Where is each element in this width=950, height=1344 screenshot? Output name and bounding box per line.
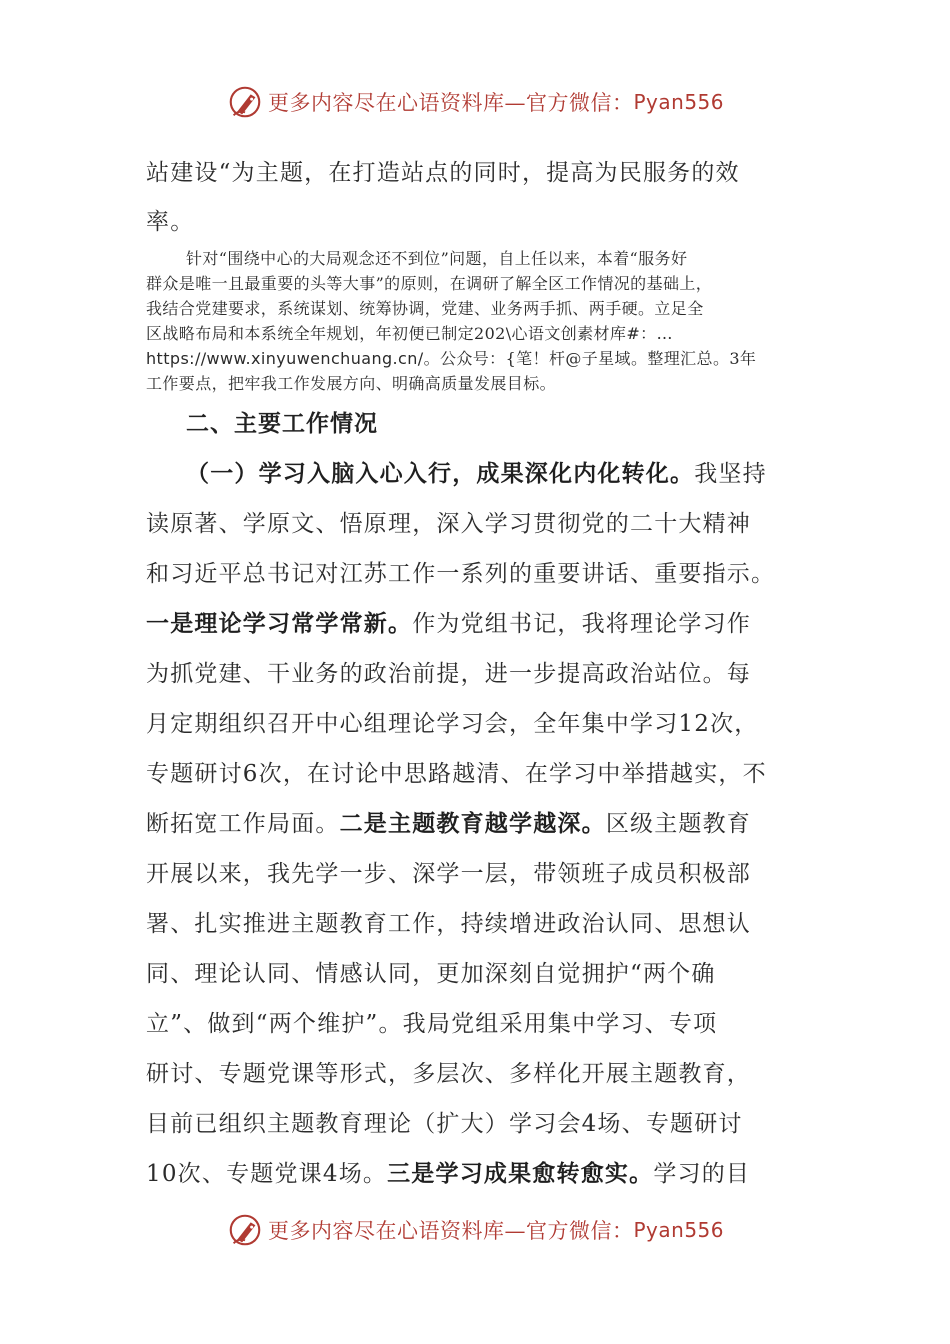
intro-line-2: 率。: [146, 209, 195, 235]
body-line-8-start: 断拓宽工作局面。: [146, 811, 340, 837]
pen-nib-logo-icon: [226, 1211, 264, 1249]
body-line-9: 开展以来，我先学一步、深学一层，带领班子成员积极部: [146, 861, 751, 887]
body-line-8-rest: 区级主题教育: [605, 811, 752, 837]
watermark-wechat-id: Pyan556: [633, 1218, 725, 1242]
body-line-2: 读原著、学原文、悟原理，深入学习贯彻党的二十大精神: [146, 511, 751, 537]
insert-line-4: 区战略布局和本系统全年规划，年初便已制定202\心语文创素材库#：…: [146, 324, 673, 343]
body-line-15-rest: 学习的目: [653, 1161, 751, 1187]
body-line-4-rest: 作为党组书记，我将理论学习作: [412, 611, 752, 637]
body-line-12: 立”、做到“两个维护”。我局党组采用集中学习、专项: [146, 1011, 718, 1037]
insert-url-link[interactable]: https://www.xinyuwenchuang.cn/: [146, 349, 424, 368]
point-three-bold: 三是学习成果愈转愈实。: [387, 1160, 654, 1187]
body-line-6: 月定期组织召开中心组理论学习会，全年集中学习12次，: [146, 711, 759, 737]
body-line-15-start: 10次、专题党课4场。: [146, 1161, 388, 1187]
body-line-3: 和习近平总书记对江苏工作一系列的重要讲话、重要指示。: [146, 561, 776, 587]
point-one-bold: 一是理论学习常学常新。: [146, 610, 413, 637]
insert-line-3: 我结合党建要求，系统谋划、统筹协调，党建、业务两手抓、两手硬。立足全: [146, 299, 704, 318]
body-line-5: 为抓党建、干业务的政治前提，进一步提高政治站位。每: [146, 661, 751, 687]
insert-line-5-rest: 。公众号：{笔！杆@子星域。整理汇总。3年: [423, 349, 757, 368]
body-line-15: [146, 1155, 750, 1188]
body-line-13: 研讨、专题党课等形式，多层次、多样化开展主题教育，: [146, 1061, 751, 1087]
body-line-10: 署、扎实推进主题教育工作，持续增进政治认同、思想认: [146, 911, 751, 937]
body-line-1-rest: 我坚持: [694, 461, 767, 487]
body-line-11: 同、理论认同、情感认同，更加深刻自觉拥护“两个确: [146, 961, 716, 987]
body-line-8: [146, 805, 751, 838]
point-two-bold: 二是主题教育越学越深。: [339, 810, 606, 837]
subheading-bold: （一）学习入脑入心入行，成果深化内化转化。: [186, 460, 695, 487]
intro-line-1: 站建设“为主题，在打造站点的同时，提高为民服务的效: [146, 160, 740, 186]
section-heading: 二、主要工作情况: [186, 410, 378, 437]
pen-nib-logo-icon: [226, 83, 264, 121]
watermark-brand-text: 更多内容尽在心语资料库—官方微信：: [268, 1219, 634, 1243]
insert-line-1: 针对“围绕中心的大局观念还不到位”问题，自上任以来，本着“服务好: [186, 249, 688, 268]
footer-watermark: [226, 1210, 724, 1250]
insert-line-6: 工作要点，把牢我工作发展方向、明确高质量发展目标。: [146, 374, 557, 393]
header-watermark: [226, 82, 724, 122]
body-line-14: 目前已组织主题教育理论（扩大）学习会4场、专题研讨: [146, 1111, 743, 1137]
watermark-brand-text: 更多内容尽在心语资料库—官方微信：: [268, 91, 634, 115]
insert-line-2: 群众是唯一且最重要的头等大事”的原则，在调研了解全区工作情况的基础上，: [146, 274, 713, 293]
body-line-4: [146, 605, 751, 638]
watermark-wechat-id: Pyan556: [633, 90, 725, 114]
body-line-1: [186, 455, 767, 488]
body-line-7: 专题研讨6次，在讨论中思路越清、在学习中举措越实，不: [146, 761, 767, 787]
insert-line-5: [146, 346, 756, 369]
